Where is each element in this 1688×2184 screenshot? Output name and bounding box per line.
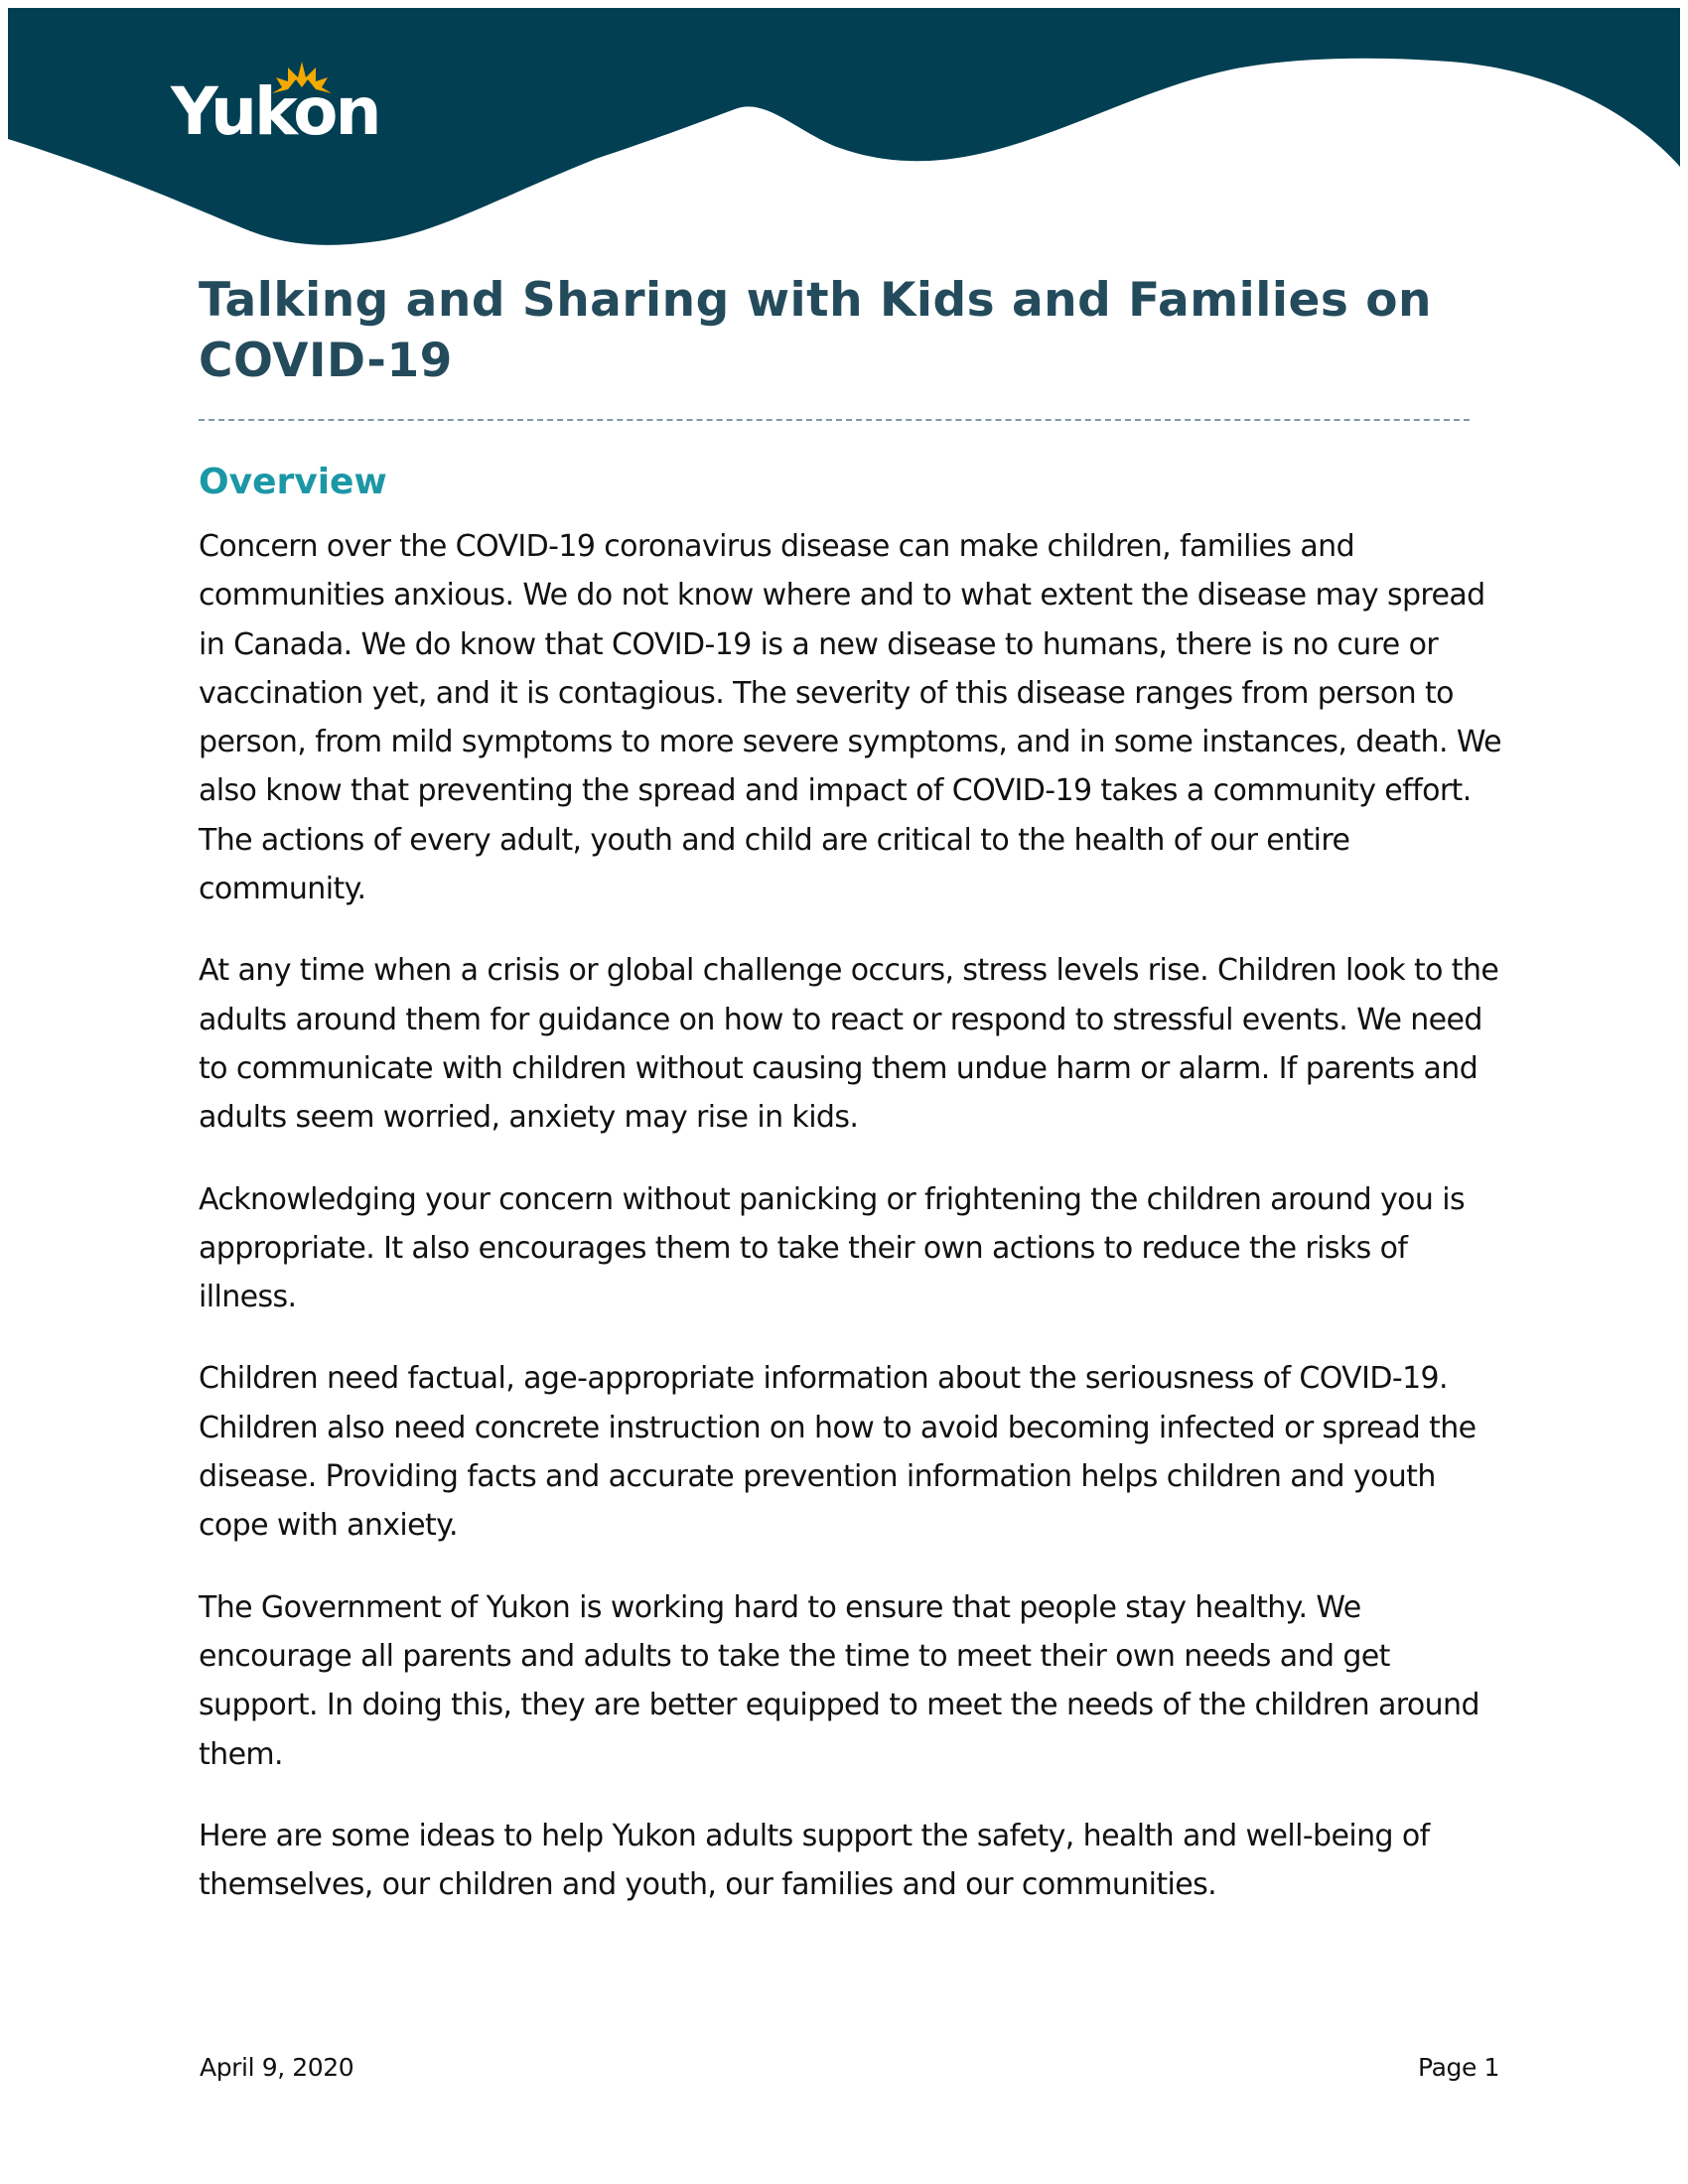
- title-divider: [199, 419, 1470, 421]
- paragraph: Concern over the COVID-19 coronavirus disease can make children, families and communities anxious. We do not know where and to what extent the disease may spread in Canada. We do know that COVID-19 is a new disease to humans, there is no cure or vaccination yet, and it is contagious. The severity of this disease ranges from person to person, from mild symptoms to more severe symptoms, and in some instances, death. We also know that preventing the spread and impact of COVID-19 takes a community effort. The actions of every adult, youth and child are critical to the health of our entire community.: [199, 529, 1501, 907]
- section-heading-overview: Overview: [199, 462, 387, 502]
- paragraph: At any time when a crisis or global challenge occurs, stress levels rise. Children look to the adults around them for guidance on how to react or respond to stressful events. We need to communicate with children without causing them undue harm or alarm. If parents and adults seem worried, anxiety may rise in kids.: [199, 953, 1499, 1136]
- footer-page-number: Page 1: [1418, 2053, 1499, 2082]
- overview-body: [199, 522, 1509, 1942]
- logo-wordmark: Yukon: [171, 73, 379, 150]
- paragraph: Acknowledging your concern without panicking or frightening the children around you is appropriate. It also encourages them to take their own actions to reduce the risks of illness.: [199, 1181, 1466, 1315]
- paragraph: The Government of Yukon is working hard to ensure that people stay healthy. We encourage all parents and adults to take the time to meet their own needs and get support. In doing this, they are better equipped to meet the needs of the children around them.: [199, 1589, 1479, 1772]
- paragraph: Children need factual, age-appropriate information about the seriousness of COVID-19. Children also need concrete instruction on how to avoid becoming infected or spread the disease. Providing facts and accurate prevention information helps children and youth cope with anxiety.: [199, 1361, 1477, 1544]
- page-title: Talking and Sharing with Kids and Families on COVID-19: [199, 273, 1432, 388]
- yukon-logo: [167, 52, 379, 151]
- paragraph: Here are some ideas to help Yukon adults support the safety, health and well-being of themselves, our children and youth, our families and our communities.: [199, 1818, 1430, 1903]
- footer-date: April 9, 2020: [200, 2053, 354, 2082]
